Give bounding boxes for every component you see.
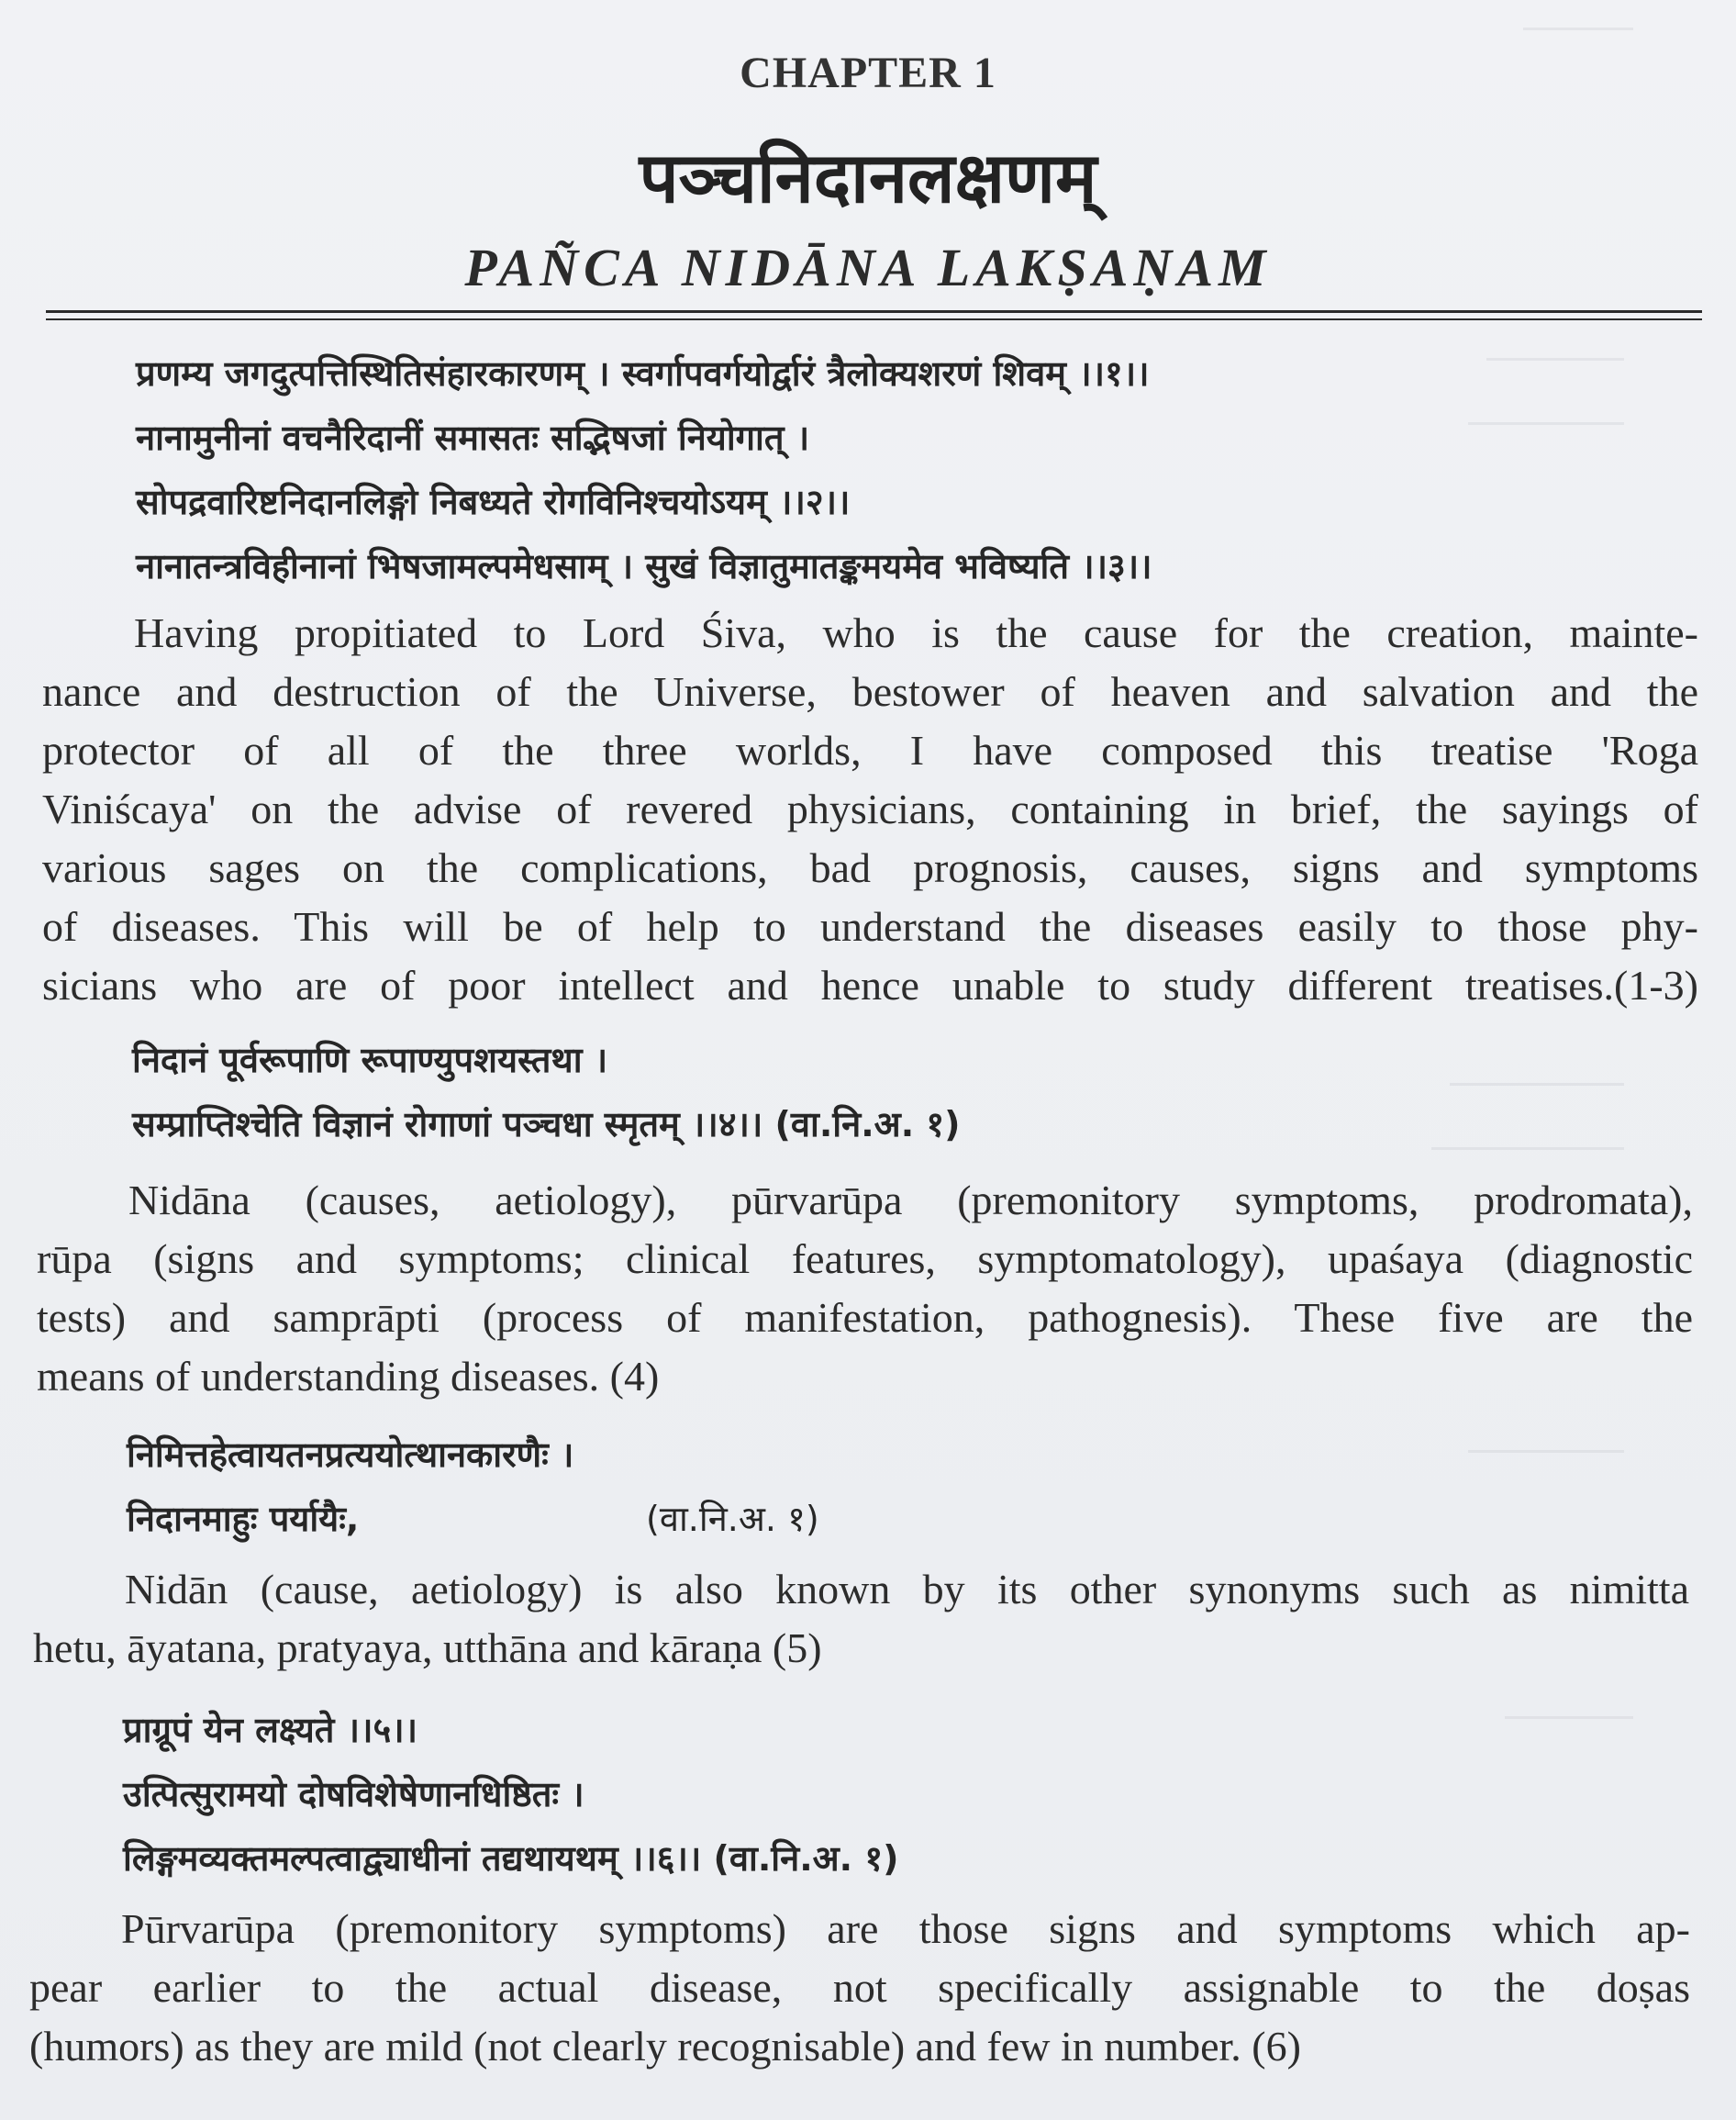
bleed-mark <box>1450 1083 1624 1086</box>
verse-line: लिङ्गमव्यक्तमल्पत्वाद्व्याधीनां तद्यथायथम् ।।६।। (वा.नि.अ. १) <box>123 1838 899 1879</box>
chapter-title-transliteration: PAÑCA NIDĀNA LAKṢAṆAM <box>464 238 1272 297</box>
verse-line: नानातन्त्रविहीनानां भिषजामल्पमेधसाम् । सुखं विज्ञातुमातङ्कमयमेव भविष्यति ।।३।। <box>136 546 1152 586</box>
paragraph-line: (humors) as they are mild (not clearly recognisable) and few in number. (6) <box>29 2023 1301 2070</box>
paragraph-line: Nidān (cause, aetiology) is also known by its other synonyms such as nimitta <box>125 1566 1689 1612</box>
paragraph-line: rūpa (signs and symptoms; clinical features, symptomatology), upaśaya (diagnostic <box>37 1235 1693 1282</box>
translation-paragraph <box>37 1171 1693 1406</box>
paragraph-line: hetu, āyatana, pratyaya, utthāna and kāraṇa (5) <box>33 1624 822 1671</box>
verse-line: नानामुनीनां वचनैरिदानीं समासतः सद्भिषजां नियोगात् । <box>136 418 810 458</box>
paragraph-line: sicians who are of poor intellect and hence unable to study different treatises.(1-3) <box>42 962 1698 1009</box>
verse-line: निदानं पूर्वरूपाणि रूपाण्युपशयस्तथा । <box>132 1040 608 1080</box>
paragraph-line: protector of all of the three worlds, I have composed this treatise 'Roga <box>42 727 1698 774</box>
paragraph-line: of diseases. This will be of help to understand the diseases easily to those phy- <box>42 903 1698 950</box>
bleed-mark <box>1431 1147 1624 1150</box>
verse-line: उत्पित्सुरामयो दोषविशेषेणानधिष्ठितः । <box>123 1774 584 1814</box>
paragraph-line: various sages on the complications, bad prognosis, causes, signs and symptoms <box>42 844 1698 891</box>
bleed-mark <box>1486 358 1624 361</box>
bleed-mark <box>1523 28 1633 30</box>
paragraph-line: Nidāna (causes, aetiology), pūrvarūpa (premonitory symptoms, prodromata), <box>128 1177 1693 1223</box>
verse-reference: (वा.नि.अ. १) <box>646 1499 819 1539</box>
chapter-heading: CHAPTER 1 <box>740 49 996 97</box>
paragraph-line: means of understanding diseases. (4) <box>37 1353 660 1400</box>
paragraph-line: pear earlier to the actual disease, not specifically assignable to the doṣas <box>29 1964 1690 2011</box>
chapter-title-devanagari: पञ्चनिदानलक्षणम् <box>639 137 1097 218</box>
bleed-mark <box>1468 1450 1624 1453</box>
title-rule-thin <box>46 318 1702 320</box>
title-rule-thick <box>46 310 1702 313</box>
bleed-mark <box>1505 1716 1633 1719</box>
verse-line: सोपद्रवारिष्टनिदानलिङ्गो निबध्यते रोगविनिश्चयोऽयम् ।।२।। <box>136 482 851 522</box>
verse-line: प्राग्रूपं येन लक्ष्यते ।।५।। <box>123 1710 418 1750</box>
verse-line: प्रणम्य जगदुत्पत्तिस्थितिसंहारकारणम् । स्वर्गापवर्गयोर्द्वारं त्रैलोक्यशरणं शिवम् ।।१।। <box>136 353 1150 394</box>
translation-paragraph <box>33 1560 1689 1678</box>
paragraph-line: Pūrvarūpa (premonitory symptoms) are those signs and symptoms which ap- <box>121 1905 1690 1952</box>
translation-paragraph <box>42 604 1698 1015</box>
paragraph-line: Having propitiated to Lord Śiva, who is the cause for the creation, mainte- <box>134 609 1698 656</box>
paragraph-line: Viniścaya' on the advise of revered physicians, containing in brief, the sayings of <box>42 786 1698 832</box>
paragraph-line: tests) and samprāpti (process of manifestation, pathognesis). These five are the <box>37 1294 1693 1341</box>
verse-line: सम्प्राप्तिश्चेति विज्ञानं रोगाणां पञ्चधा स्मृतम् ।।४।। (वा.नि.अ. १) <box>132 1104 961 1144</box>
bleed-mark <box>1468 422 1624 425</box>
verse-line: निमित्तहेत्वायतनप्रत्ययोत्थानकारणैः । <box>127 1434 574 1475</box>
translation-paragraph <box>29 1900 1690 2076</box>
verse-line: निदानमाहुः पर्यायैः, <box>127 1499 360 1539</box>
paragraph-line: nance and destruction of the Universe, bestower of heaven and salvation and the <box>42 668 1698 715</box>
